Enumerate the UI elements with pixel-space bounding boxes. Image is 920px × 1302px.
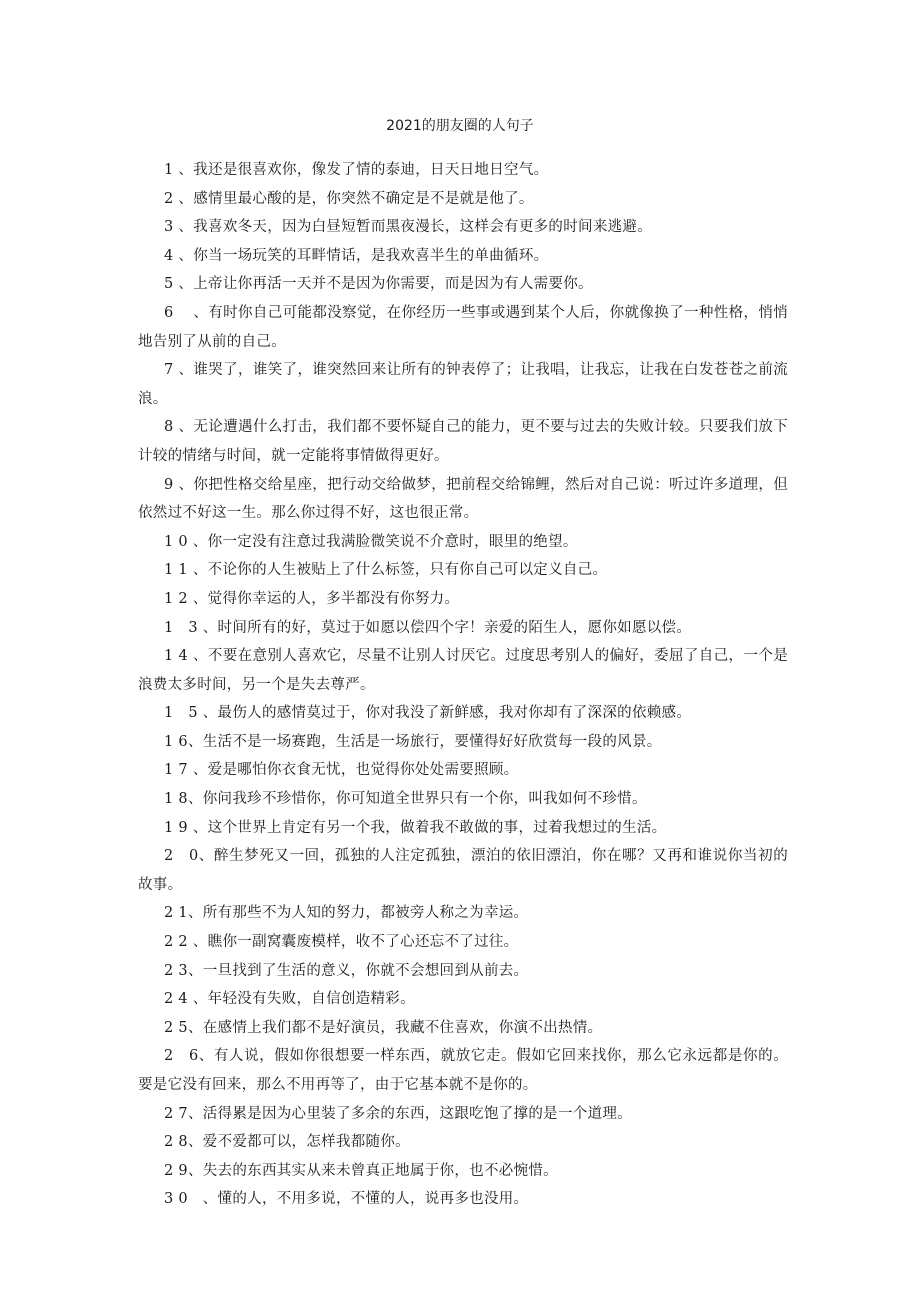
paragraph-25: 2 5、在感情上我们都不是好演员，我藏不住喜欢，你演不出热情。 xyxy=(164,1019,603,1036)
paragraph-6: 6 、有时你自己可能都没察觉，在你经历一些事或遇到某个人后，你就像换了一种性格，悄悄地告别了从前的自己。 xyxy=(138,304,788,350)
paragraph-26: 2 6、有人说，假如你很想要一样东西，就放它走。假如它回来找你，那么它永远都是你的。要是它没有回来，那么不用再等了，由于它基本就不是你的。 xyxy=(138,1048,788,1093)
paragraph-2: 2 、感情里最心酸的是，你突然不确定是不是就是他了。 xyxy=(164,190,534,207)
paragraph-12: 1 2 、觉得你幸运的人，多半都没有你努力。 xyxy=(164,590,460,607)
document-title: 2021的朋友圈的人句子 xyxy=(386,118,534,134)
paragraph-4: 4 、你当一场玩笑的耳畔情话，是我欢喜半生的单曲循环。 xyxy=(164,247,549,264)
paragraph-21: 2 1、所有那些不为人知的努力，都被旁人称之为幸运。 xyxy=(164,905,529,922)
paragraph-28: 2 8、爱不爱都可以，怎样我都随你。 xyxy=(164,1134,410,1151)
paragraph-29: 2 9、失去的东西其实从来未曾真正地属于你，也不必惋惜。 xyxy=(164,1162,558,1179)
paragraph-14: 1 4 、不要在意别人喜欢它，尽量不让别人讨厌它。过度思考别人的偏好，委屈了自己，一个是浪费太多时间，另一个是失去尊严。 xyxy=(138,648,788,693)
paragraph-9: 9 、你把性格交给星座，把行动交给做梦，把前程交给锦鲤，然后对自己说：听过许多道理，但依然过不好这一生。那么你过得不好，这也很正常。 xyxy=(138,476,788,522)
paragraph-18: 1 8、你问我珍不珍惜你，你可知道全世界只有一个你，叫我如何不珍惜。 xyxy=(164,791,647,808)
paragraph-10: 1 0 、你一定没有注意过我满脸微笑说不介意时，眼里的绝望。 xyxy=(164,533,578,550)
paragraph-8: 8 、无论遭遇什么打击，我们都不要怀疑自己的能力，更不要与过去的失败计较。只要我们放下计较的情绪与时间，就一定能将事情做得更好。 xyxy=(138,419,788,464)
paragraph-15: 1 5 、最伤人的感情莫过于，你对我没了新鲜感，我对你却有了深深的依赖感。 xyxy=(164,705,692,722)
paragraph-1: 1 、我还是很喜欢你，像发了情的泰迪，日天日地日空气。 xyxy=(164,162,549,178)
paragraph-30: 3 0 、懂的人，不用多说，不懂的人，说再多也没用。 xyxy=(164,1191,529,1208)
paragraph-23: 2 3、一旦找到了生活的意义，你就不会想回到从前去。 xyxy=(164,962,529,979)
paragraph-20: 2 0、醉生梦死又一回，孤独的人注定孤独，漂泊的依旧漂泊，你在哪？又再和谁说你当初的故事。 xyxy=(138,848,788,893)
paragraph-27: 2 7、活得累是因为心里装了多余的东西，这跟吃饱了撑的是一个道理。 xyxy=(164,1105,632,1122)
paragraph-16: 1 6、生活不是一场赛跑，生活是一场旅行，要懂得好好欣赏每一段的风景。 xyxy=(164,733,662,750)
paragraph-7: 7 、谁哭了，谁笑了，谁突然回来让所有的钟表停了；让我唱，让我忘，让我在白发苍苍之前流浪。 xyxy=(138,362,788,407)
paragraph-17: 1 7 、爱是哪怕你衣食无忧，也觉得你处处需要照顾。 xyxy=(164,762,519,779)
paragraph-22: 2 2 、瞧你一副窝囊废模样，收不了心还忘不了过往。 xyxy=(164,934,519,951)
paragraph-13: 1 3 、时间所有的好，莫过于如愿以偿四个字！亲爱的陌生人，愿你如愿以偿。 xyxy=(164,619,692,636)
paragraph-3: 3 、我喜欢冬天，因为白昼短暂而黑夜漫长，这样会有更多的时间来逃避。 xyxy=(164,219,653,236)
paragraph-24: 2 4 、年轻没有失败，自信创造精彩。 xyxy=(164,991,415,1008)
paragraph-5: 5 、上帝让你再活一天并不是因为你需要，而是因为有人需要你。 xyxy=(164,276,593,293)
document-body xyxy=(138,156,788,1214)
paragraph-19: 1 9 、这个世界上肯定有另一个我，做着我不敢做的事，过着我想过的生活。 xyxy=(164,819,667,836)
paragraph-11: 1 1 、不论你的人生被贴上了什么标签，只有你自己可以定义自己。 xyxy=(164,562,608,579)
